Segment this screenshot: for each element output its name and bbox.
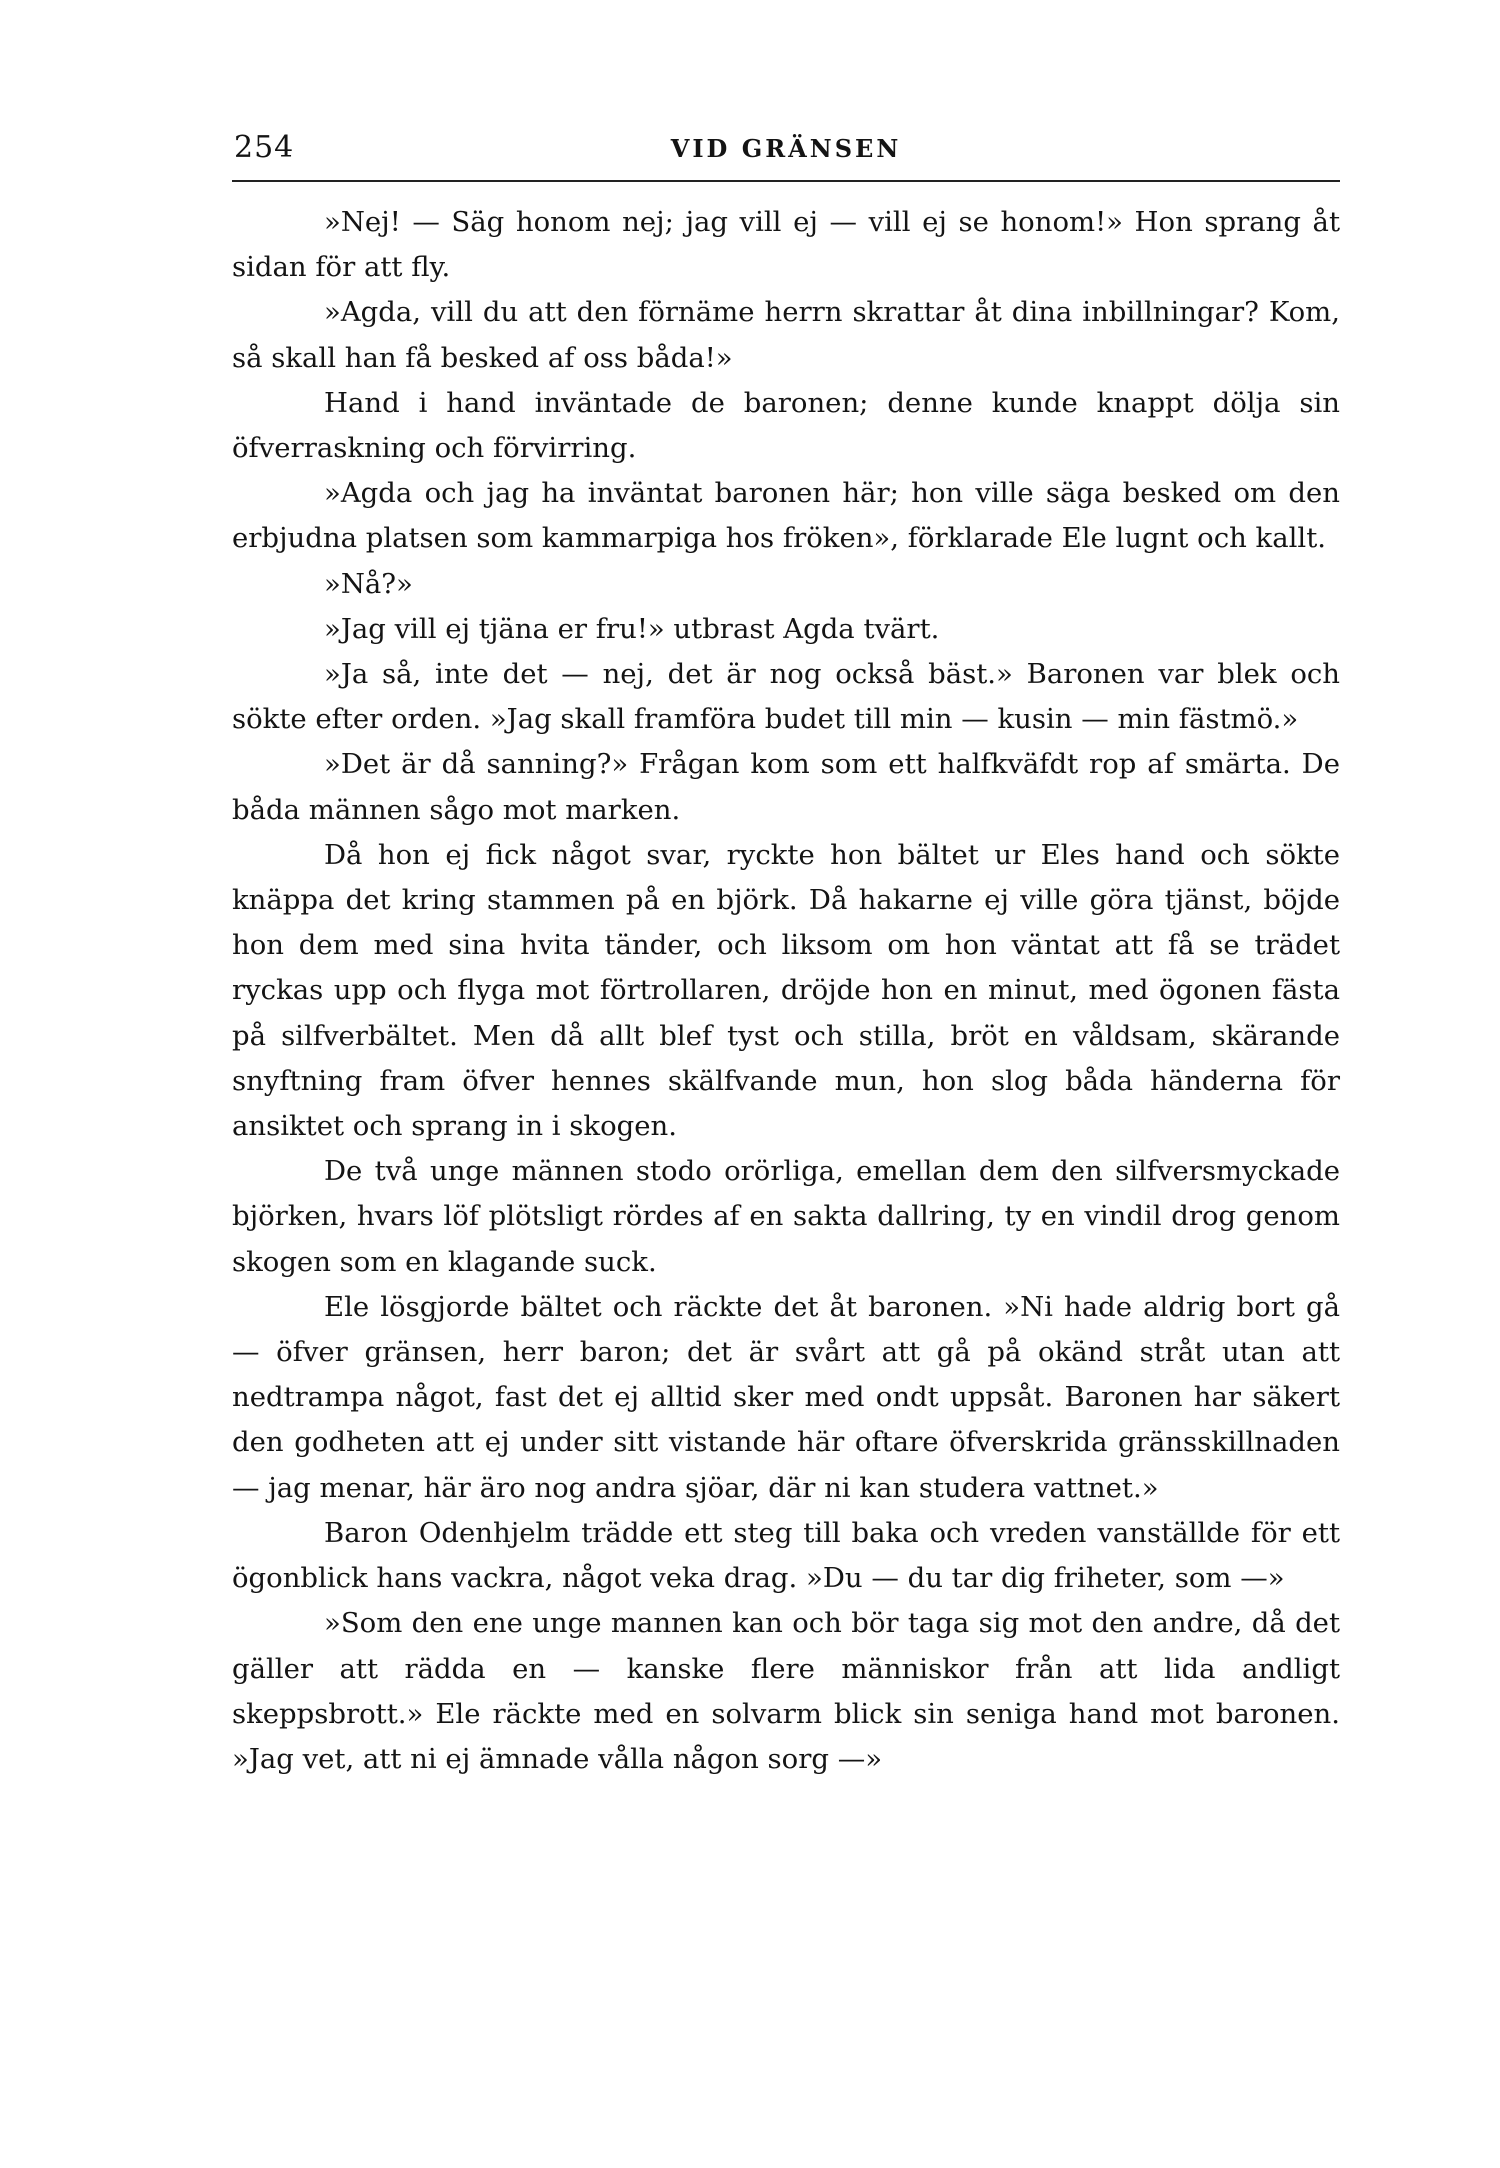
paragraph: Baron Odenhjelm trädde ett steg till baka och vreden vanställde för ett ögonblick hans vackra, något veka drag. »Du — du tar dig friheter, som —» xyxy=(232,1516,1340,1595)
running-title: VID GRÄNSEN xyxy=(670,134,902,163)
paragraph: Hand i hand inväntade de baronen; denne kunde knappt dölja sin öfverraskning och förvirring. xyxy=(232,386,1340,465)
paragraph: »Agda och jag ha inväntat baronen här; hon ville säga besked om den erbjudna platsen som kammarpiga hos fröken», förklarade Ele lugnt och kallt. xyxy=(232,477,1340,555)
paragraph: »Nej! — Säg honom nej; jag vill ej — vill ej se honom!» Hon sprang åt sidan för att fly. xyxy=(232,206,1340,284)
paragraph: »Det är då sanning?» Frågan kom som ett halfkväfdt rop af smärta. De båda männen sågo mot marken. xyxy=(232,748,1340,826)
page-header xyxy=(232,120,1340,182)
paragraph: »Ja så, inte det — nej, det är nog också bäst.» Baronen var blek och sökte efter orden. »Jag skall framföra budet till min — kusin — min fästmö.» xyxy=(232,658,1340,736)
body-text xyxy=(232,200,1340,1782)
paragraph: Ele lösgjorde bältet och räckte det åt baronen. »Ni hade aldrig bort gå — öfver gränsen, herr baron; det är svårt att gå på okänd stråt utan att nedtrampa något, fast det ej alltid sker med ondt uppsåt. Baronen har säkert den godheten att ej under sitt vistande här oftare öfverskrida gränsskillnaden — jag menar, här äro nog andra sjöar, där ni kan studera vattnet.» xyxy=(232,1290,1340,1504)
paragraph: Då hon ej fick något svar, ryckte hon bältet ur Eles hand och sökte knäppa det kring stammen på en björk. Då hakarne ej ville göra tjänst, böjde hon dem med sina hvita tänder, och liksom om hon väntat att få se trädet ryckas upp och flyga mot förtrollaren, dröjde hon en minut, med ögonen fästa på silfverbältet. Men då allt blef tyst och stilla, bröt en våldsam, skärande snyftning fram öfver hennes skälfvande mun, hon slog båda händerna för ansiktet och sprang in i skogen. xyxy=(232,838,1340,1143)
page-number: 254 xyxy=(234,130,295,165)
paragraph: »Som den ene unge mannen kan och bör taga sig mot den andre, då det gäller att rädda en — kanske flere människor från att lida andligt skeppsbrott.» Ele räckte med en solvarm blick sin seniga hand mot baronen. »Jag vet, att ni ej ämnade vålla någon sorg —» xyxy=(232,1607,1340,1775)
paragraph: De två unge männen stodo orörliga, emellan dem den silfversmyckade björken, hvars löf plötsligt rördes af en sakta dallring, ty en vindil drog genom skogen som en klagande suck. xyxy=(232,1155,1340,1278)
paragraph: »Agda, vill du att den förnäme herrn skrattar åt dina inbillningar? Kom, så skall han få besked af oss båda!» xyxy=(232,296,1340,374)
book-page xyxy=(232,120,1340,1782)
paragraph: »Jag vill ej tjäna er fru!» utbrast Agda tvärt. xyxy=(324,612,940,645)
paragraph: »Nå?» xyxy=(324,567,413,600)
